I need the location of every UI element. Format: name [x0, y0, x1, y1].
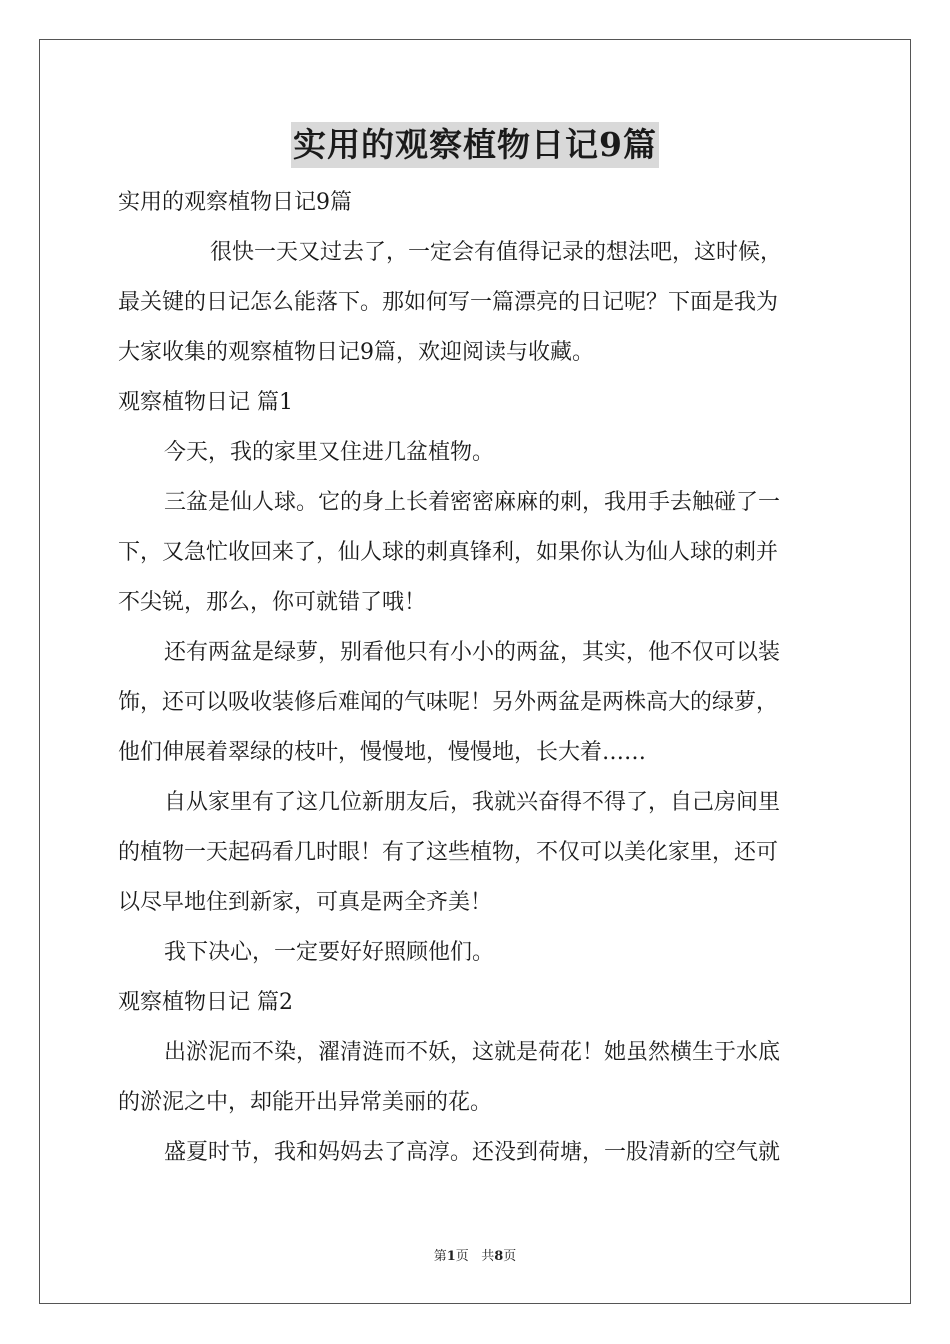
text-line: 下，又急忙收回来了，仙人球的刺真锋利，如果你认为仙人球的刺并: [118, 540, 779, 565]
text-line: 三盆是仙人球。它的身上长着密密麻麻的刺，我用手去触碰了一: [164, 490, 781, 515]
text-line: 不尖锐，那么，你可就错了哦！: [118, 590, 427, 615]
text-line: 的植物一天起码看几时眼！有了这些植物，不仅可以美化家里，还可: [118, 840, 779, 865]
footer-page-prefix: 第: [433, 1249, 447, 1264]
text-line: 饰，还可以吸收装修后难闻的气味呢！另外两盆是两株高大的绿萝，: [118, 690, 779, 715]
text-line: 观察植物日记 篇1: [118, 390, 293, 415]
text-line: 他们伸展着翠绿的枝叶，慢慢地，慢慢地，长大着……: [118, 740, 647, 765]
text-line: 大家收集的观察植物日记9篇，欢迎阅读与收藏。: [118, 340, 594, 365]
text-line: 的淤泥之中，却能开出异常美丽的花。: [118, 1090, 493, 1115]
text-line: 还有两盆是绿萝，别看他只有小小的两盆，其实，他不仅可以装: [164, 640, 781, 665]
footer-page-number: 1: [446, 1249, 456, 1264]
text-line: 观察植物日记 篇2: [118, 990, 293, 1015]
footer-page-suffix: 页: [455, 1249, 469, 1264]
text-line: 自从家里有了这几位新朋友后，我就兴奋得不得了，自己房间里: [164, 790, 781, 815]
text-line: 我下决心，一定要好好照顾他们。: [164, 940, 495, 965]
document-title: 实用的观察植物日记9篇: [291, 122, 659, 168]
page-footer: [0, 1245, 950, 1264]
document-body: [118, 178, 834, 1178]
text-line: 出淤泥而不染，濯清涟而不妖，这就是荷花！她虽然横生于水底: [164, 1040, 781, 1065]
text-line: 最关键的日记怎么能落下。那如何写一篇漂亮的日记呢？下面是我为: [118, 290, 779, 315]
text-line: 盛夏时节，我和妈妈去了高淳。还没到荷塘，一股清新的空气就: [164, 1140, 781, 1165]
footer-total-prefix: 共: [481, 1249, 495, 1264]
text-line: 很快一天又过去了，一定会有值得记录的想法吧，这时候，: [210, 240, 783, 265]
document-title-wrapper: [0, 122, 950, 168]
footer-total-pages: 8: [494, 1249, 504, 1264]
footer-total-suffix: 页: [503, 1249, 517, 1264]
text-line: 实用的观察植物日记9篇: [118, 190, 352, 215]
text-line: 以尽早地住到新家，可真是两全齐美！: [118, 890, 493, 915]
text-line: 今天，我的家里又住进几盆植物。: [164, 440, 495, 465]
